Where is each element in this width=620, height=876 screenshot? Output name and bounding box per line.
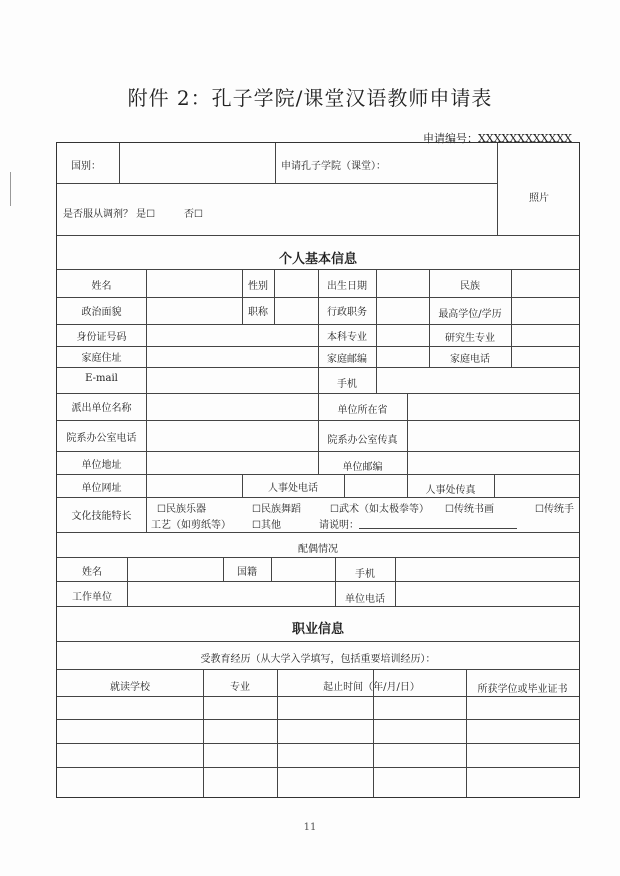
home-postcode-label: 家庭邮编 (327, 354, 367, 365)
rule (275, 143, 276, 183)
rule (57, 767, 579, 768)
unit-location-label: 单位所在省 (337, 405, 388, 416)
accept-transfer-yes[interactable]: 是否服从调剂？ 是☐ (63, 209, 156, 220)
rule (146, 269, 147, 367)
birth-date-label: 出生日期 (327, 281, 367, 292)
rule (57, 719, 579, 720)
rule (146, 497, 147, 532)
spouse-workplace-label: 工作单位 (72, 592, 112, 603)
skill-option-martial-arts[interactable]: ☐武术（如太极拳等） (330, 504, 429, 515)
rule (511, 269, 512, 367)
career-heading: 职业信息 (291, 622, 344, 637)
rule (57, 581, 579, 582)
skill-option-calligraphy[interactable]: ☐传统书画 (445, 504, 494, 515)
title-label: 职称 (248, 307, 268, 318)
unit-website-label: 单位网址 (81, 483, 122, 494)
highest-degree-label: 最高学位/学历 (438, 309, 502, 320)
ethnicity-label: 民族 (460, 281, 480, 292)
political-status-label: 政治面貌 (81, 307, 122, 318)
skill-option-instruments[interactable]: ☐民族乐器 (157, 504, 206, 515)
hr-fax-label: 人事处传真 (425, 485, 476, 496)
rule (407, 451, 408, 474)
dept-fax-label: 院系办公室传真 (327, 435, 398, 446)
personal-info-heading: 个人基本信息 (278, 252, 357, 267)
application-number: 申请编号：XXXXXXXXXXXX (423, 132, 572, 145)
accept-transfer-no[interactable]: 否☐ (184, 209, 203, 220)
rule (146, 451, 147, 474)
rule (57, 641, 579, 642)
rule (395, 557, 396, 606)
rule (57, 235, 579, 236)
spouse-work-phone-label: 单位电话 (345, 594, 385, 605)
undergrad-major-label: 本科专业 (327, 332, 367, 343)
skill-option-other[interactable]: ☐其他 (252, 520, 281, 531)
institute-label: 申请孔子学院（课堂）： (281, 161, 386, 172)
unit-address-label: 单位地址 (81, 460, 122, 471)
photo-box[interactable] (498, 144, 578, 234)
rule (376, 367, 377, 393)
unit-postcode-label: 单位邮编 (342, 462, 383, 473)
rule (57, 532, 579, 533)
col-period: 起止时间（年/月/日） (323, 682, 420, 693)
explain-label: 请说明： (319, 520, 359, 531)
education-note: 受教育经历（从大学入学填写，包括重要培训经历）： (200, 654, 436, 665)
rule (344, 474, 345, 497)
col-school: 就读学校 (110, 682, 150, 693)
rule (57, 696, 579, 697)
name-label: 姓名 (91, 281, 112, 292)
page-number: 11 (303, 822, 317, 833)
grad-major-label: 研究生专业 (445, 333, 495, 344)
gender-label: 性别 (248, 281, 268, 292)
rule (57, 557, 579, 558)
spouse-heading: 配偶情况 (298, 544, 338, 555)
country-field[interactable] (120, 144, 274, 182)
rule (407, 393, 408, 451)
margin-mark (10, 172, 13, 206)
rule (57, 497, 579, 498)
spouse-mobile-label: 手机 (355, 569, 375, 580)
home-phone-label: 家庭电话 (450, 354, 490, 365)
rule (146, 393, 147, 451)
rule (57, 669, 579, 670)
application-form-table (56, 142, 580, 798)
rule (57, 743, 579, 744)
skills-label: 文化技能特长 (71, 511, 132, 522)
spouse-nationality-label: 国籍 (237, 567, 257, 578)
home-address-label: 家庭住址 (81, 353, 122, 364)
rule (57, 474, 579, 475)
rule (127, 557, 128, 606)
spouse-name-label: 姓名 (82, 567, 102, 578)
country-label: 国别： (71, 161, 101, 172)
skill-option-handicraft-cont: 工艺（如剪纸等） (151, 520, 231, 531)
dept-phone-label: 院系办公室电话 (66, 433, 137, 444)
page-title: 附件 2：孔子学院/课堂汉语教师申请表 (127, 86, 493, 110)
rule (146, 367, 147, 393)
rule (494, 474, 495, 497)
col-major: 专业 (230, 682, 250, 693)
photo-label: 照片 (529, 193, 549, 204)
id-number-label: 身份证号码 (76, 332, 127, 343)
rule (376, 269, 377, 367)
rule (57, 606, 579, 607)
mobile-label: 手机 (337, 379, 357, 390)
rule (271, 557, 272, 581)
skill-option-dance[interactable]: ☐民族舞蹈 (252, 504, 301, 515)
explain-field[interactable] (359, 528, 517, 529)
hr-phone-label: 人事处电话 (268, 483, 318, 494)
skill-option-handicraft[interactable]: ☐传统手 (535, 504, 574, 515)
rule (274, 269, 275, 324)
admin-position-label: 行政职务 (327, 307, 367, 318)
sending-unit-label: 派出单位名称 (71, 403, 132, 414)
email-label: E-mail (85, 373, 118, 384)
institute-field[interactable] (392, 144, 496, 182)
rule (57, 183, 497, 184)
col-degree: 所获学位或毕业证书 (477, 684, 568, 695)
rule (146, 474, 147, 497)
